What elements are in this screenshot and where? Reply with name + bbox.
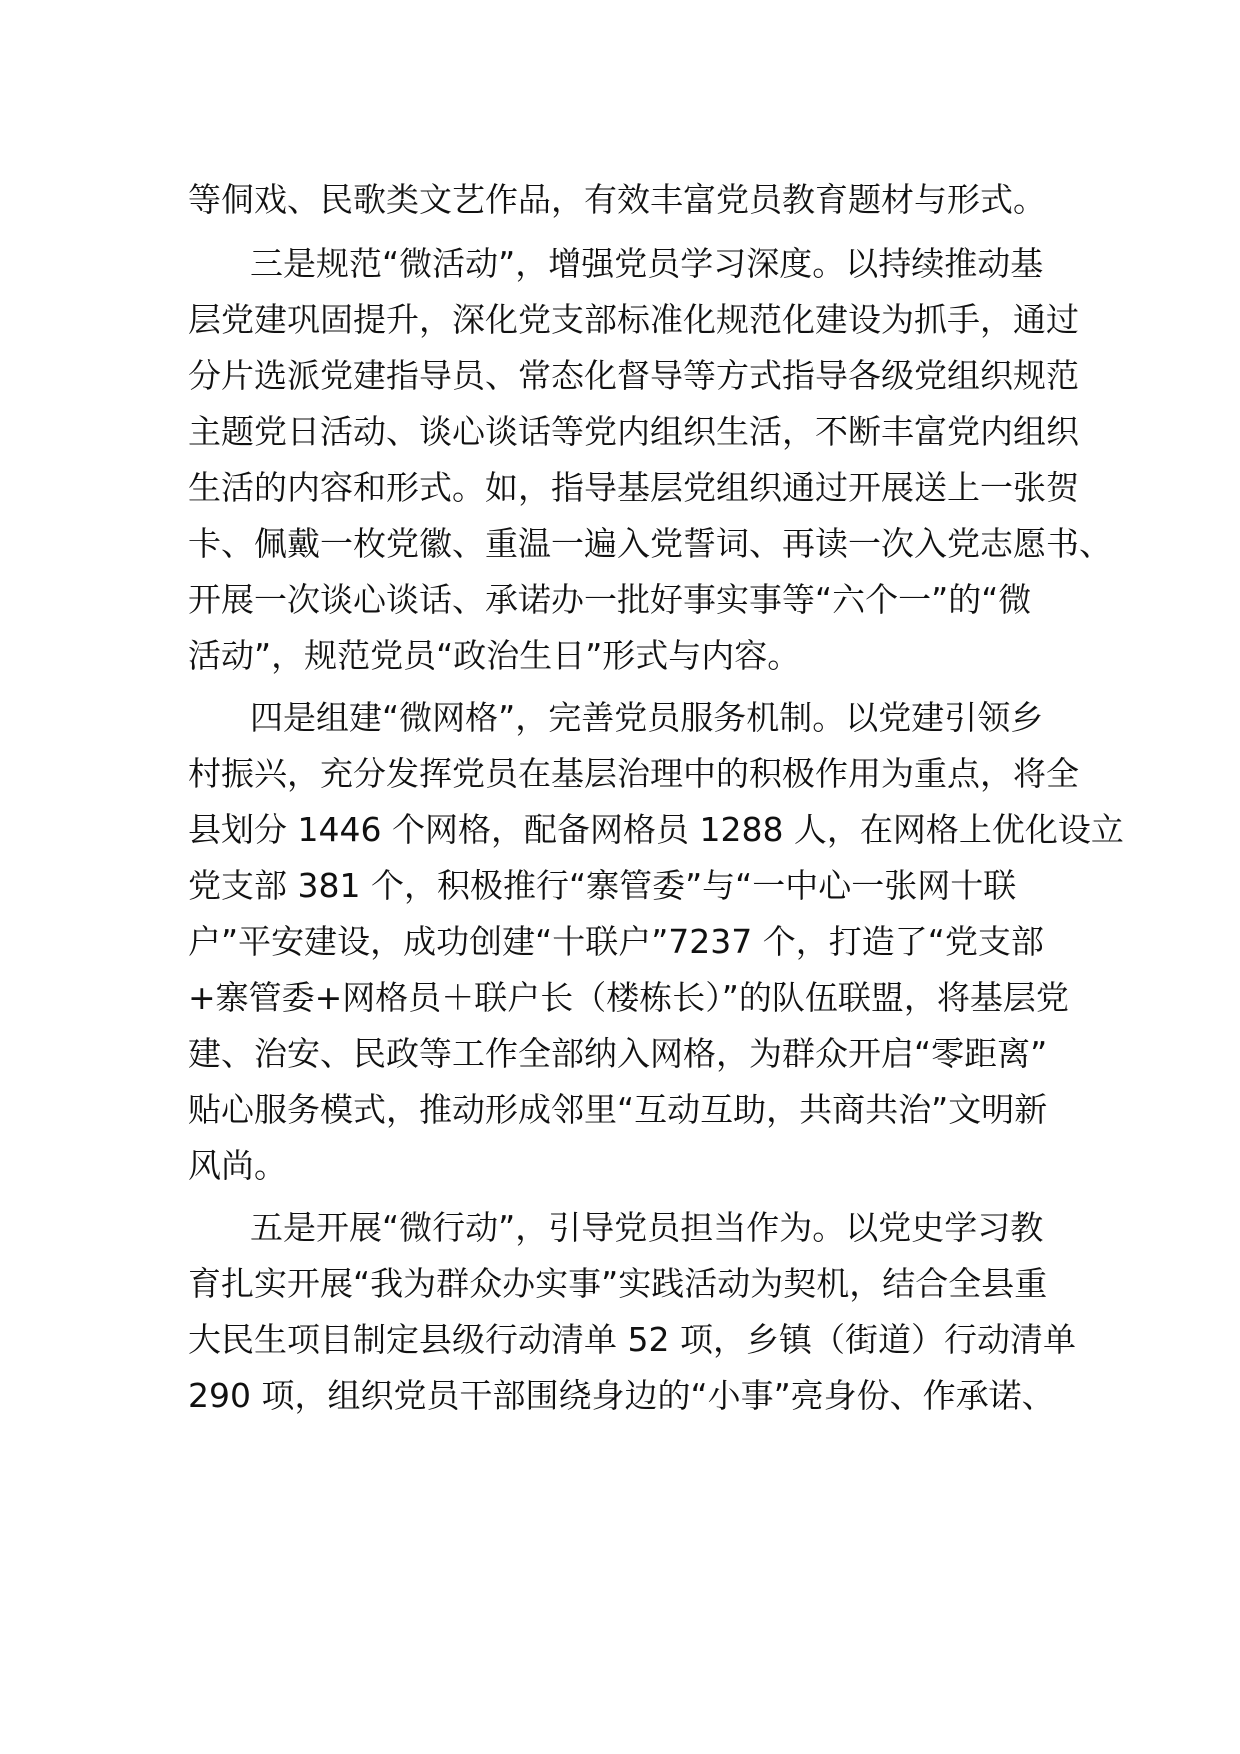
- text-line: 建、治安、民政等工作全部纳入网格，为群众开启“零距离”: [188, 1034, 1048, 1073]
- text-line: 生活的内容和形式。如，指导基层党组织通过开展送上一张贺: [188, 468, 1079, 507]
- text-line: 大民生项目制定县级行动清单 52 项，乡镇（街道）行动清单: [188, 1320, 1076, 1359]
- text-line: 育扎实开展“我为群众办实事”实践活动为契机，结合全县重: [188, 1264, 1048, 1303]
- text-line: 村振兴，充分发挥党员在基层治理中的积极作用为重点，将全: [188, 754, 1079, 793]
- paragraph-first-line: 四是组建“微网格”，完善党员服务机制。以党建引领乡: [250, 698, 1044, 737]
- text-line: 活动”，规范党员“政治生日”形式与内容。: [188, 636, 801, 675]
- text-line: 主题党日活动、谈心谈话等党内组织生活，不断丰富党内组织: [188, 412, 1079, 451]
- text-line: 风尚。: [188, 1146, 287, 1185]
- paragraph-first-line: 五是开展“微行动”，引导党员担当作为。以党史学习教: [250, 1208, 1044, 1247]
- text-line: 党支部 381 个，积极推行“寨管委”与“一中心一张网十联: [188, 866, 1017, 905]
- text-line: 开展一次谈心谈话、承诺办一批好事实事等“六个一”的“微: [188, 580, 1032, 619]
- text-line: 贴心服务模式，推动形成邻里“互动互助，共商共治”文明新: [188, 1090, 1048, 1129]
- paragraph-first-line: 三是规范“微活动”，增强党员学习深度。以持续推动基: [250, 244, 1044, 283]
- text-line: 卡、佩戴一枚党徽、重温一遍入党誓词、再读一次入党志愿书、: [188, 524, 1112, 563]
- text-line: 户”平安建设，成功创建“十联户”7237 个，打造了“党支部: [188, 922, 1044, 961]
- text-line: 290 项，组织党员干部围绕身边的“小事”亮身份、作承诺、: [188, 1376, 1055, 1415]
- text-line: +寨管委+网格员＋联户长（楼栋长）”的队伍联盟，将基层党: [188, 978, 1069, 1017]
- text-line: 层党建巩固提升，深化党支部标准化规范化建设为抓手，通过: [188, 300, 1079, 339]
- text-line: 县划分 1446 个网格，配备网格员 1288 人，在网格上优化设立: [188, 810, 1124, 849]
- text-line: 分片选派党建指导员、常态化督导等方式指导各级党组织规范: [188, 356, 1079, 395]
- text-line: 等侗戏、民歌类文艺作品，有效丰富党员教育题材与形式。: [188, 180, 1046, 219]
